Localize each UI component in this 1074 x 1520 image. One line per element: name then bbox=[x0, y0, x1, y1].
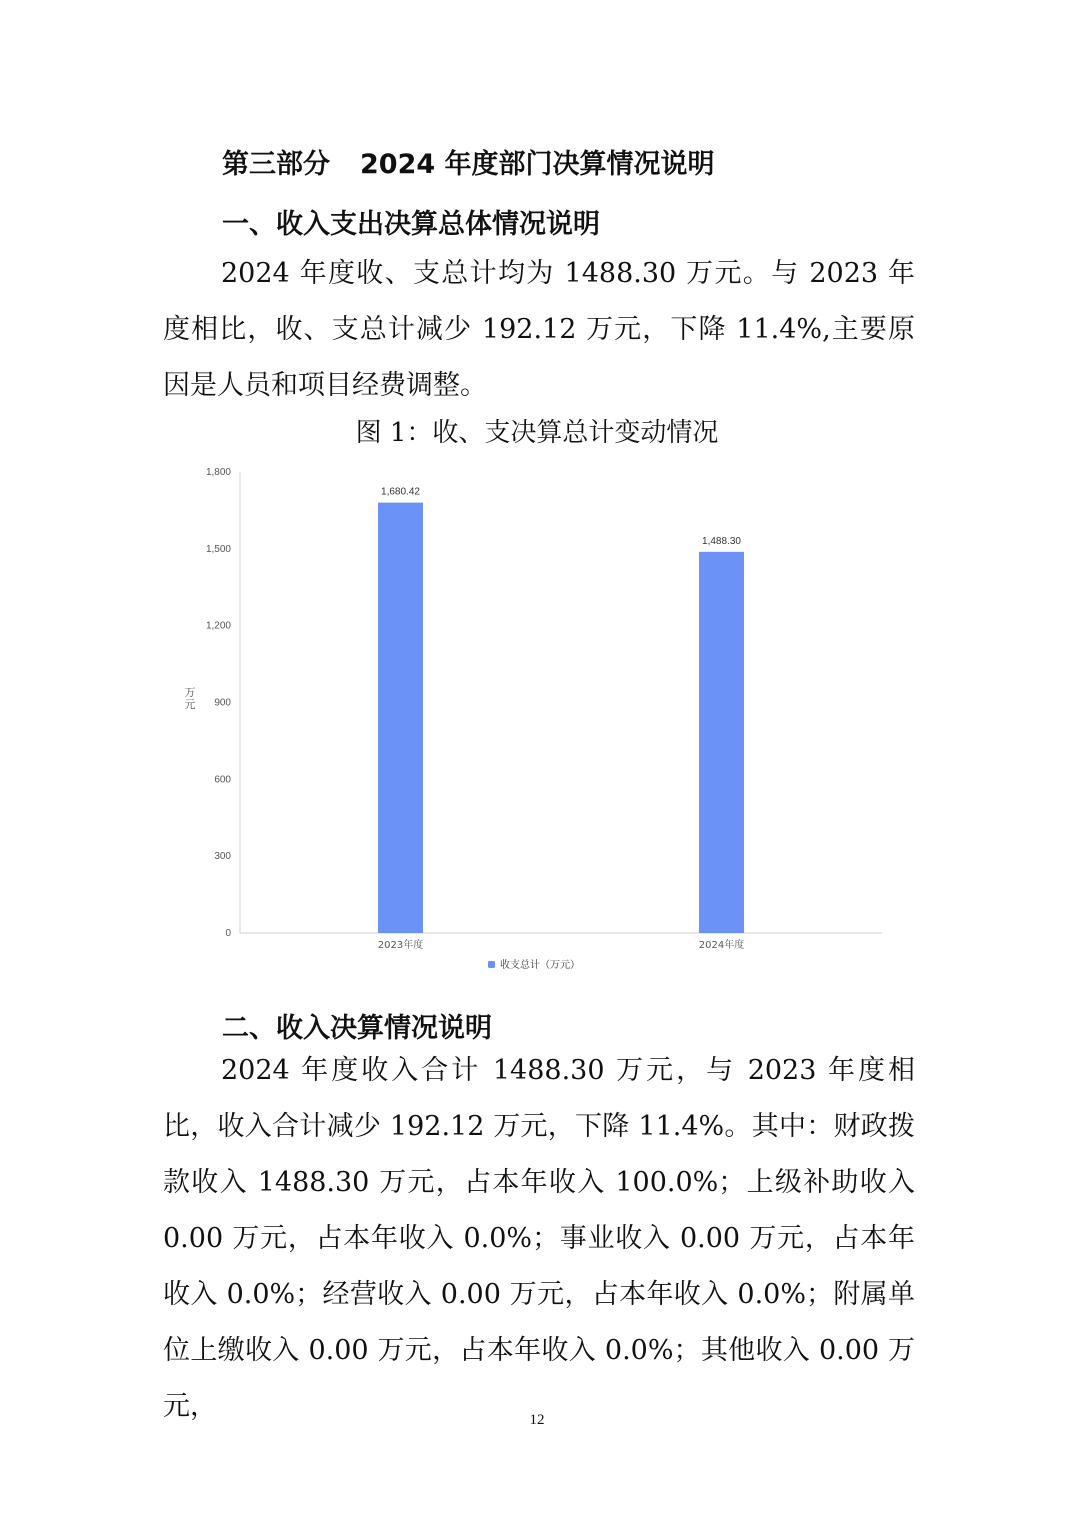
y-axis-label-char: 万 bbox=[184, 686, 196, 699]
legend-label: 收支总计（万元） bbox=[500, 960, 580, 971]
y-tick-label: 1,800 bbox=[205, 467, 231, 478]
part-title: 2024 年度部门决算情况说明 bbox=[360, 149, 715, 180]
y-tick-label: 300 bbox=[214, 851, 231, 863]
y-tick-label: 0 bbox=[225, 928, 231, 939]
y-tick-label: 1,200 bbox=[205, 620, 231, 632]
bar bbox=[699, 552, 744, 933]
bar-value-label: 1,488.30 bbox=[702, 535, 741, 547]
y-tick-label: 900 bbox=[214, 697, 231, 709]
bar-chart bbox=[160, 458, 900, 988]
bar-value-label: 1,680.42 bbox=[381, 486, 420, 498]
page-number: 12 bbox=[529, 1412, 545, 1428]
section1-heading: 一、收入支出决算总体情况说明 bbox=[222, 209, 600, 240]
section1-paragraph: 2024 年度收、支总计均为 1488.30 万元。与 2023 年度相比，收、支总计减少 192.12 万元，下降 11.4%,主要原因是人员和项目经费调整。 bbox=[163, 258, 915, 401]
bar bbox=[378, 503, 423, 933]
section2-paragraph: 2024 年度收入合计 1488.30 万元，与 2023 年度相比，收入合计减少 192.12 万元，下降 11.4%。其中：财政拨款收入 1488.30 万元，占本年收入 100.0%；上级补助收入 0.00 万元，占本年收入 0.0%；事业收入 0.00 万元，占本年收入 0.0%；经营收入 0.00 万元，占本年收入 0.0%；附属单位上缴收入 0.00 万元，占本年收入 0.0%；其他收入 0.00 万元， bbox=[163, 1055, 915, 1422]
figure-caption: 图 1：收、支决算总计变动情况 bbox=[355, 418, 719, 448]
y-tick-label: 600 bbox=[214, 774, 231, 786]
y-tick-label: 1,500 bbox=[205, 543, 231, 555]
x-tick-label: 2023年度 bbox=[377, 940, 424, 951]
x-tick-label: 2024年度 bbox=[698, 940, 745, 951]
part-label: 第三部分 bbox=[222, 149, 330, 180]
y-axis-label-char: 元 bbox=[184, 698, 196, 711]
bar-chart-svg bbox=[160, 458, 900, 988]
part-heading bbox=[222, 142, 715, 181]
section2-heading: 二、收入决算情况说明 bbox=[222, 1013, 492, 1044]
legend-swatch bbox=[488, 961, 495, 968]
